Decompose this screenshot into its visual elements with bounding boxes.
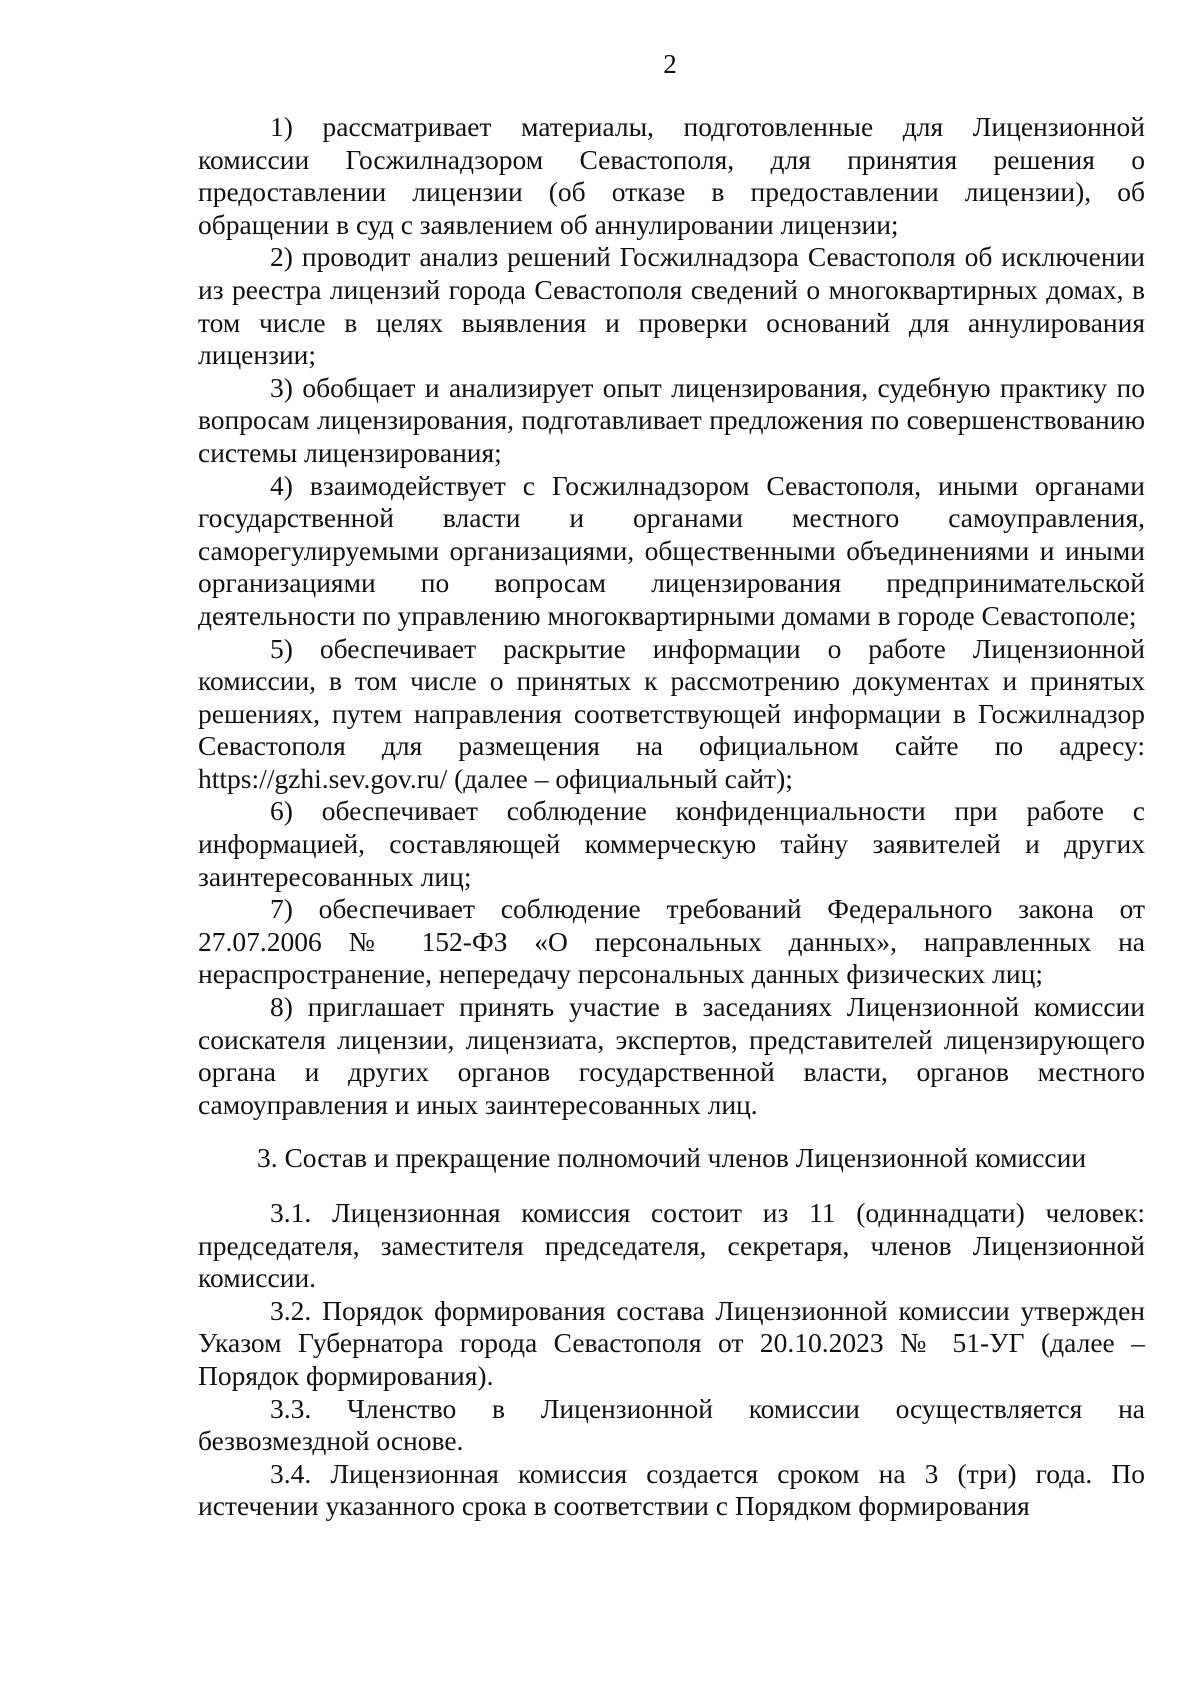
paragraph-item-2: 2) проводит анализ решений Госжилнадзора Севастополя об исключении из реестра лицензий города Севастополя сведений о многоквартирных домах, в том числе в целях выявления и проверки оснований для аннулирования лицензии;: [198, 241, 1145, 371]
paragraph-3-4: 3.4. Лицензионная комиссия создается сроком на 3 (три) года. По истечении указанного срока в соответствии с Порядком формирования: [198, 1457, 1145, 1522]
paragraph-3-3: 3.3. Членство в Лицензионной комиссии осуществляется на безвозмездной основе.: [198, 1392, 1145, 1457]
paragraph-item-3: 3) обобщает и анализирует опыт лицензирования, судебную практику по вопросам лицензирования, подготавливает предложения по совершенствованию системы лицензирования;: [198, 371, 1145, 468]
paragraph-item-6: 6) обеспечивает соблюдение конфиденциальности при работе с информацией, составляющей коммерческую тайну заявителей и других заинтересованных лиц;: [198, 795, 1145, 892]
paragraph-item-7: 7) обеспечивает соблюдение требований Федерального закона от 27.07.2006 № 152-ФЗ «О персональных данных», направленных на нераспространение, непередачу персональных данных физических лиц;: [198, 893, 1145, 990]
paragraph-item-8: 8) приглашает принять участие в заседаниях Лицензионной комиссии соискателя лицензии, лицензиата, экспертов, представителей лицензирующего органа и других органов государственной власти, органов местного самоуправления и иных заинтересованных лиц.: [198, 991, 1145, 1120]
paragraph-item-5: 5) обеспечивает раскрытие информации о работе Лицензионной комиссии, в том числе о принятых к рассмотрению документах и принятых решениях, путем направления соответствующей информации в Госжилнадзор Севастополя для размещения на официальном сайте по адресу: https://gzhi.sev.gov.ru/ (далее – официальный сайт);: [198, 632, 1145, 794]
paragraph-item-4: 4) взаимодействует с Госжилнадзором Севастополя, иными органами государственной власти и органами местного самоуправления, саморегулируемыми организациями, общественными объединениями и иными организациями по вопросам лицензирования предпринимательской деятельности по управлению многоквартирными домами в городе Севастополе;: [198, 469, 1145, 631]
document-body: [198, 111, 1145, 1523]
page-number: 2: [663, 49, 677, 79]
paragraph-item-1: 1) рассматривает материалы, подготовленные для Лицензионной комиссии Госжилнадзором Севастополя, для принятия решения о предоставлении лицензии (об отказе в предоставлении лицензии), об обращении в суд с заявлением об аннулировании лицензии;: [198, 111, 1145, 240]
paragraph-3-1: 3.1. Лицензионная комиссия состоит из 11 (одиннадцати) человек: председателя, заместителя председателя, секретаря, членов Лицензионной комиссии.: [198, 1197, 1145, 1294]
section-heading: 3. Состав и прекращение полномочий членов Лицензионной комиссии: [256, 1142, 1087, 1174]
paragraph-3-2: 3.2. Порядок формирования состава Лицензионной комиссии утвержден Указом Губернатора города Севастополя от 20.10.2023 № 51-УГ (далее – Порядок формирования).: [198, 1294, 1145, 1391]
